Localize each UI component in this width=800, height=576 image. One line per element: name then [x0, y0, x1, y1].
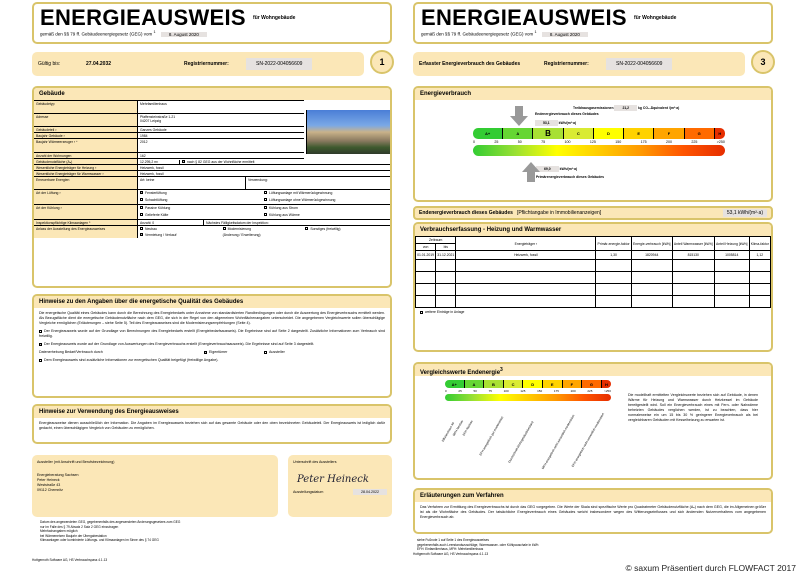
tick: 200 — [666, 140, 672, 144]
section-title: Energieverbrauch — [415, 88, 771, 100]
primary-energy-arrow — [522, 162, 540, 182]
issuer-line: Peter Heineck — [37, 478, 60, 482]
option-label: Kühlung aus Strom — [269, 205, 298, 210]
tick: >250 — [716, 140, 725, 144]
law-date: 8. August 2020 — [542, 32, 588, 37]
comparison-labels — [429, 412, 619, 472]
section-title: Hinweise zu den Angaben über die energetische Qualität des Gebäudes — [34, 296, 390, 308]
tick: 100 — [503, 389, 509, 393]
cell — [714, 284, 749, 296]
col-carrier: Energieträger ³ — [456, 237, 596, 251]
registration-label: Registriernummer: — [184, 61, 229, 67]
valid-until-label: Gültig bis: — [38, 61, 61, 67]
quality-hints-section — [32, 294, 392, 398]
issuer-line: Weststraße 43 — [37, 483, 61, 487]
cell — [456, 284, 596, 296]
final-energy-label: Endenergieverbrauch dieses Gebäudes — [535, 112, 599, 116]
tick: 175 — [553, 389, 559, 393]
footnote-mark: 1 — [534, 30, 537, 34]
option-label: Modernisierung — [227, 226, 252, 231]
checkbox[interactable] — [264, 206, 267, 209]
cell: 815130 — [672, 251, 714, 260]
tick: 0 — [473, 140, 475, 144]
law-text: gemäß den §§ 79 ff. Gebäudeenergiegesetz (GEG) vom — [421, 31, 534, 37]
primary-energy-value: 69,0 — [536, 166, 559, 172]
option-demand — [34, 329, 390, 342]
class-c: C — [564, 128, 594, 139]
cell — [631, 284, 672, 296]
checkbox[interactable] — [39, 330, 42, 333]
comparison-label: Effizienzhaus 40 — [440, 421, 456, 443]
cell — [714, 272, 749, 284]
option-label: Gelieferte Kälte — [145, 212, 169, 217]
certificate-subtitle: für Wohngebäude — [253, 15, 296, 21]
validity-bar — [32, 52, 364, 76]
option-label: Lüftungsanlage mit Wärmerückgewinnung — [269, 190, 333, 195]
table-row — [34, 170, 390, 176]
table-row — [416, 260, 771, 272]
page-number-badge: 1 — [370, 50, 394, 74]
page-number-badge: 3 — [751, 50, 775, 74]
option-consumption — [34, 342, 390, 350]
art-value: keine — [146, 177, 155, 182]
comparison-label: MFH Neubau — [451, 419, 465, 437]
section-title: Hinweise zur Verwendung des Energieausweises — [34, 406, 390, 418]
certificate-title: ENERGIEAUSWEIS — [40, 5, 246, 30]
cell — [596, 272, 631, 284]
building-section — [32, 86, 392, 288]
tick: 175 — [640, 140, 647, 144]
class-a: A — [465, 380, 485, 388]
table-row — [416, 272, 771, 284]
col-consumption: Energie-verbrauch [kWh] — [631, 237, 672, 251]
usage-text: Energieausweise dienen ausschließlich der Information. Die Angaben im Energieausweis beziehen sich auf das gesamte Gebäude oder den oben bezeichneten Gebäudeteil. Der Energieausweis ist lediglich dafür gedacht, einen überschlägigen Vergleich von Gebäuden zu ermöglichen. — [39, 421, 385, 430]
address-line-2: 04207 Leipzig — [140, 118, 162, 123]
cell — [749, 296, 770, 308]
option-label: Sonstiges (freiwillig) — [310, 226, 341, 231]
row-key: Inspektionspflichtige Klimaanlagen ⁵ — [34, 220, 138, 225]
row-key: Gebäudenutzfläche (Aₙ) — [34, 159, 138, 164]
cell — [436, 296, 456, 308]
inspection-next: Nächstes Fälligkeitsdatum der Inspektion: — [206, 220, 269, 225]
class-d: D — [523, 380, 543, 388]
cell — [436, 272, 456, 284]
cell: 1,30 — [596, 251, 631, 260]
class-bar — [445, 380, 611, 388]
class-g: G — [685, 128, 715, 139]
cell: 31.12.2021 — [436, 251, 456, 260]
tick: 75 — [541, 140, 546, 144]
ghg-unit: kg CO₂-Äquivalent /(m²·a) — [638, 106, 680, 110]
signature-box — [288, 455, 392, 517]
building-photo — [306, 110, 390, 154]
tick: 25 — [458, 389, 462, 393]
checkbox[interactable] — [264, 213, 267, 216]
option-label: Vermietung / Verkauf — [145, 232, 177, 237]
row-key: Baujahr Gebäude ³ — [34, 133, 138, 138]
issuer-label: Aussteller — [269, 350, 285, 354]
option-demand-text: Der Energieausweis wurde auf der Grundlage von Berechnungen des Energiebedarfs erstellt (Energiebedarfsausweis). Die Ergebnisse sind auf Seite 2 dargestellt. Zusätzliche Informationen zum Verbrauch sind freiwillig. — [39, 329, 385, 338]
signature: Peter Heineck — [297, 474, 369, 485]
col-climate: Klima-faktor — [749, 237, 770, 251]
class-a: A — [503, 128, 533, 139]
class-a-plus: A+ — [473, 128, 503, 139]
registration-label: Registriernummer: — [544, 61, 589, 67]
final-energy-arrow — [510, 106, 528, 126]
comparison-label: MFH energetisch nicht wesentlich modernisiert — [540, 414, 576, 470]
cell — [436, 284, 456, 296]
footnotes — [40, 520, 280, 543]
class-a-plus: A+ — [445, 380, 465, 388]
checkbox[interactable] — [223, 227, 226, 230]
comparison-label: Durchschnitt Wohngebäudebestand — [507, 420, 535, 464]
comparison-label: EFH Neubau — [461, 419, 474, 437]
art-label: Art: — [140, 177, 146, 182]
watermark: © saxum Präsentiert durch FLOWFACT 2017 — [625, 563, 796, 573]
inspection-count: Anzahl: 0 — [138, 220, 204, 225]
cell — [596, 296, 631, 308]
col-pef: Primär-energie-faktor — [596, 237, 631, 251]
cell — [749, 284, 770, 296]
cell — [436, 260, 456, 272]
summary-label: Endenergieverbrauch dieses Gebäudes — [419, 210, 513, 216]
row-value: Heizwerk, fossil — [138, 171, 390, 176]
table-row — [34, 138, 304, 152]
cell — [714, 260, 749, 272]
tick: 75 — [488, 389, 492, 393]
usage-hints-section — [32, 404, 392, 444]
cell — [416, 284, 436, 296]
law-line — [421, 30, 765, 37]
footnote: siehe Fußnote 1 auf Seite 1 des Energieausweises — [417, 538, 489, 542]
consumption-section — [413, 222, 773, 352]
tick: 100 — [564, 140, 571, 144]
class-h: H — [715, 128, 725, 139]
table-row — [34, 100, 304, 113]
tick: 150 — [537, 389, 543, 393]
cell: Heizwerk, fossil — [456, 251, 596, 260]
software-note: Hottgenroth Software AG, HS Verbrauchspass 4.1.13 — [413, 552, 489, 556]
cell — [416, 296, 436, 308]
checkbox-checked[interactable] — [140, 233, 143, 236]
final-energy-unit: kWh/(m²·a) — [558, 121, 577, 125]
table-row — [34, 152, 304, 158]
checkbox[interactable] — [420, 311, 423, 314]
cell — [456, 272, 596, 284]
footnote: Mehrfachangaben möglich — [40, 529, 78, 533]
registration-value: SN-2022-004056609 — [606, 58, 672, 70]
row-key: Gebäudetyp — [34, 101, 138, 113]
checkbox[interactable] — [140, 227, 143, 230]
footnote: Datum des angewendeten GEG, gegebenenfalls des angewendeten Änderungsgesetzes zum GEG — [40, 520, 181, 524]
checkbox-checked[interactable] — [140, 191, 143, 194]
class-b: B — [484, 380, 504, 388]
footnote: EFH: Einfamilienhaus, MFH: Mehrfamilienhaus — [417, 547, 484, 551]
address-line-1: Pfaffensteinstraße 1-21 — [140, 114, 176, 119]
issuer-label: Aussteller (mit Anschrift und Berufsbezeichnung) — [37, 460, 115, 464]
summary-note: [Pflichtangabe in Immobilienanzeigen] — [516, 210, 602, 216]
table-row — [416, 284, 771, 296]
cell — [714, 296, 749, 308]
comparison-section — [413, 362, 773, 480]
certificate-title: ENERGIEAUSWEIS — [421, 5, 627, 30]
ghg-label: Treibhausgasemissionen — [573, 106, 614, 110]
final-energy-summary — [413, 206, 773, 220]
cell: 1,12 — [749, 251, 770, 260]
row-key: Art der Lüftung ³ — [34, 190, 138, 204]
class-e: E — [543, 380, 563, 388]
class-bar — [473, 128, 725, 139]
col-from: von — [416, 244, 436, 251]
use-label: Verwendung: — [248, 177, 268, 182]
tick: 225 — [691, 140, 698, 144]
building-top — [34, 100, 390, 164]
primary-energy-label: Primärenergieverbrauch dieses Gebäudes — [536, 175, 605, 179]
tick: 225 — [587, 389, 593, 393]
signature-label: Unterschrift des Ausstellers — [293, 460, 337, 464]
renewable-row — [34, 176, 390, 189]
issuer-box — [32, 455, 278, 517]
tick: 125 — [520, 389, 526, 393]
more-entries-label: weitere Einträge in Anlage — [425, 310, 465, 314]
energy-scale — [473, 128, 725, 156]
col-period: Zeitraum — [416, 237, 456, 244]
cell — [672, 296, 714, 308]
explanation-text: Das Verfahren zur Ermittlung des Energieverbrauchs ist durch das GEG vorgegeben. Die Werte der Skala sind spezifische Werte pro Quadratmeter Gebäudenutzfläche (Aₙ) nach dem GEG, die im Allgemeinen größer ist als die Wohnfläche des Gebäudes. Der tatsächliche Energieverbrauch eines Gebäudes weicht insbesondere wegen des Witterungseinflusses und sich ändernden Nutzerverhaltens vom angegebenen Energieverbrauch ab. — [420, 505, 766, 519]
table-row — [416, 296, 771, 308]
row-value — [138, 177, 390, 189]
checkbox[interactable] — [140, 206, 143, 209]
checkbox[interactable] — [39, 359, 42, 362]
gradient-bar — [473, 145, 725, 156]
class-h: H — [602, 380, 611, 388]
row-value: 1984 — [138, 133, 304, 138]
checkbox-checked[interactable] — [182, 160, 185, 163]
section-title — [415, 364, 771, 376]
row-value — [138, 205, 390, 219]
header-box — [413, 2, 773, 44]
issuer-line: Energieberatung Sachsen — [37, 473, 79, 477]
consumption-table — [415, 236, 771, 308]
inspection-row — [34, 219, 390, 225]
table-row — [416, 251, 771, 260]
row-key: Wesentliche Energieträger für Heizung ³ — [34, 165, 138, 170]
row-value: Ganzes Gebäude — [138, 127, 304, 132]
ghg-value: 21,2 — [614, 105, 637, 111]
area-note: nach § 82 GEG aus der Wohnfläche ermittelt — [187, 159, 255, 164]
row-key: Gebäudeteil ² — [34, 127, 138, 132]
tick: >250 — [604, 389, 611, 393]
option-consumption-text: Der Energieausweis wurde auf der Grundlage von Auswertungen des Energieverbrauchs erstellt (Energieverbrauchsausweis). Die Ergebnisse sind auf Seite 3 dargestellt. — [44, 342, 315, 346]
row-key: Wesentliche Energieträger für Warmwasser ³ — [34, 171, 138, 176]
class-f: F — [563, 380, 583, 388]
tick: 50 — [517, 140, 522, 144]
final-energy-value-line — [535, 120, 576, 126]
row-value — [138, 159, 304, 164]
section-title: Erläuterungen zum Verfahren — [415, 490, 771, 502]
tick: 50 — [473, 389, 477, 393]
cell — [672, 272, 714, 284]
option-label: Passive Kühlung — [145, 205, 171, 210]
gradient-bar — [445, 394, 611, 401]
row-value: 162 — [138, 153, 304, 158]
checkbox[interactable] — [305, 227, 308, 230]
row-key: Anzahl der Wohnungen — [34, 153, 138, 158]
row-key: Adresse — [34, 114, 138, 126]
table-row — [34, 126, 304, 132]
cell — [749, 272, 770, 284]
section-title: Verbrauchserfassung - Heizung und Warmwasser — [415, 224, 771, 236]
row-key: Baujahr Wärmeerzeuger ³ ⁴ — [34, 139, 138, 152]
cell — [631, 272, 672, 284]
cell — [631, 260, 672, 272]
registration-bar — [413, 52, 745, 76]
tick: 200 — [570, 389, 576, 393]
section-title: Gebäude — [34, 88, 390, 100]
final-energy-value: 53,1 — [535, 120, 558, 126]
footnote: gegebenenfalls auch Leerstandszuschläge, Warmwasser- oder Kühlpauschale in kWh — [417, 542, 539, 547]
energy-consumption-section — [413, 86, 773, 202]
software-note: Hottgenroth Software AG, HS Verbrauchspass 4.1.13 — [32, 558, 108, 562]
cell: 01.01.2019 — [416, 251, 436, 260]
footnote: bei Wärmenetzen Baujahr der Übergabestation — [40, 533, 107, 538]
footnotes — [417, 538, 657, 552]
class-b: B — [533, 128, 563, 139]
checkbox[interactable] — [140, 213, 143, 216]
table-row — [34, 158, 304, 164]
certificate-subtitle: für Wohngebäude — [634, 15, 677, 21]
explanation-section — [413, 488, 773, 534]
row-value — [138, 114, 304, 126]
comparison-scale — [445, 380, 611, 401]
building-data — [34, 100, 304, 164]
checkbox[interactable] — [140, 198, 143, 201]
law-text: gemäß den §§ 79 ff. Gebäudeenergiegesetz (GEG) vom — [40, 31, 153, 37]
issue-date-label: Ausstellungsdatum — [293, 490, 324, 494]
row-value — [138, 190, 390, 204]
ghg-line — [573, 105, 679, 111]
col-ww: Anteil Warmwasser [kWh] — [672, 237, 714, 251]
row-value — [138, 226, 390, 238]
class-f: F — [654, 128, 684, 139]
footnote-mark: 1 — [153, 30, 156, 34]
tick: 150 — [615, 140, 622, 144]
tick: 25 — [494, 140, 499, 144]
more-entries — [415, 308, 771, 316]
table-row — [34, 132, 304, 138]
additional-text: Dem Energieausweis sind zusätzliche Informationen zur energetischen Qualität beigefügt (freiwillige Angabe). — [44, 358, 219, 362]
area-value: 12.295,2 m² — [140, 160, 180, 164]
data-collection — [34, 350, 390, 358]
class-g: G — [582, 380, 602, 388]
comparison-label: EFH energetisch nicht wesentlich modernisiert — [570, 412, 606, 468]
footnote-mark: 3 — [500, 367, 503, 373]
row-value: 2012 — [138, 139, 304, 152]
cell — [416, 260, 436, 272]
primary-energy-value-line — [536, 166, 577, 172]
checkbox-checked[interactable] — [204, 351, 207, 354]
summary-value: 53,1 kWh/(m²·a) — [723, 209, 767, 217]
option-label: Schachtlüftung — [145, 197, 168, 202]
cell — [416, 272, 436, 284]
row-key: Art der Kühlung ³ — [34, 205, 138, 219]
cell — [749, 260, 770, 272]
valid-until-value: 27.04.2032 — [86, 61, 112, 67]
row-key: Erneuerbare Energien — [34, 177, 138, 189]
header-box — [32, 2, 392, 44]
table-row — [34, 113, 304, 126]
data-collection-label: Datenerhebung Bedarf/Verbrauch durch — [39, 350, 103, 354]
additional-info — [34, 358, 390, 366]
col-to: bis — [436, 244, 456, 251]
cell: 1820944 — [631, 251, 672, 260]
tick: 0 — [445, 389, 447, 393]
cell — [456, 296, 596, 308]
tick: 125 — [589, 140, 596, 144]
recorded-consumption-label: Erfasster Energieverbrauch des Gebäudes — [419, 61, 521, 67]
checkbox[interactable] — [264, 198, 267, 201]
footnote: nur im Falle des § 79 Absatz 2 Satz 2 GEG einzutragen — [40, 524, 119, 529]
law-date: 8. August 2020 — [161, 32, 207, 37]
cell — [672, 284, 714, 296]
comparison-text: Die modellhaft ermittelten Vergleichswerte beziehen sich auf Gebäude, in denen Wärme für Heizung und Warmwasser durch Heizkessel im Gebäude bereitgestellt wird. Soll ein Energieverbrauch eines mit Fern- oder Nahwärme beheizten Gebäudes verglichen werden, ist zu beachten, dass hier normalerweise ein um 15 bis 30 % geringerer Energieverbrauch als bei vergleichbaren Gebäuden mit Kesselheizung zu erwarten ist. — [628, 393, 758, 422]
ventilation-row — [34, 189, 390, 204]
cell — [672, 260, 714, 272]
cell — [631, 296, 672, 308]
row-value: Mehrfamilienhaus — [138, 101, 304, 113]
row-key: Anlass der Ausstellung des Energieausweises — [34, 226, 138, 238]
owner-label: Eigentümer — [209, 350, 228, 354]
option-label: Neubau — [145, 226, 157, 231]
footnote: Klimaanlagen oder kombinierte Lüftungs- und Klimaanlagen im Sinne des § 74 GEG — [40, 538, 159, 542]
primary-energy-unit: kWh/(m²·a) — [559, 167, 578, 171]
col-heat: Anteil Heizung [kWh] — [714, 237, 749, 251]
cell — [596, 284, 631, 296]
quality-intro: Die energetische Qualität eines Gebäudes kann durch die Berechnung des Energiebedarfs unter Annahme von standardisierten Randbedingungen oder durch die Auswertung des Energieverbrauchs ermittelt werden. Als Bezugsfläche dient die energetische Gebäudenutzfläche nach dem GEG, die sich in der Regel von den allgemeinen Wohnflächenangaben unterscheidet. Die angegebenen Vergleichswerte sollen überschlägige Vergleiche ermöglichen (Erläuterungen – siehe Seite 5). Teil des Energieausweises sind die Modernisierungsempfehlungen (Seite 4). — [39, 311, 385, 325]
law-line — [40, 30, 384, 37]
row-value: Heizwerk, fossil — [138, 165, 390, 170]
checkbox-checked[interactable] — [39, 343, 42, 346]
class-c: C — [504, 380, 524, 388]
checkbox[interactable] — [264, 351, 267, 354]
class-e: E — [624, 128, 654, 139]
row-value — [138, 220, 390, 225]
cell — [596, 260, 631, 272]
reason-row — [34, 225, 390, 238]
option-label: Kühlung aus Wärme — [269, 212, 300, 217]
table-row — [34, 164, 390, 170]
issue-date-value: 28.04.2022 — [353, 489, 387, 495]
comparison-label: EFH energetisch gut modernisiert — [478, 415, 505, 457]
comparison-title: Vergleichswerte Endenergie — [420, 370, 501, 376]
registration-value: SN-2022-004056609 — [246, 58, 312, 70]
cooling-row — [34, 204, 390, 219]
option-label: Lüftungsanlage ohne Wärmerückgewinnung — [269, 197, 336, 202]
checkbox[interactable] — [264, 191, 267, 194]
cell: 1005814 — [714, 251, 749, 260]
cell — [456, 260, 596, 272]
issuer-line: 09112 Chemnitz — [37, 488, 63, 492]
option-label: Fensterlüftung — [145, 190, 167, 195]
class-d: D — [594, 128, 624, 139]
option-label: (Änderung / Erweiterung) — [222, 232, 261, 237]
